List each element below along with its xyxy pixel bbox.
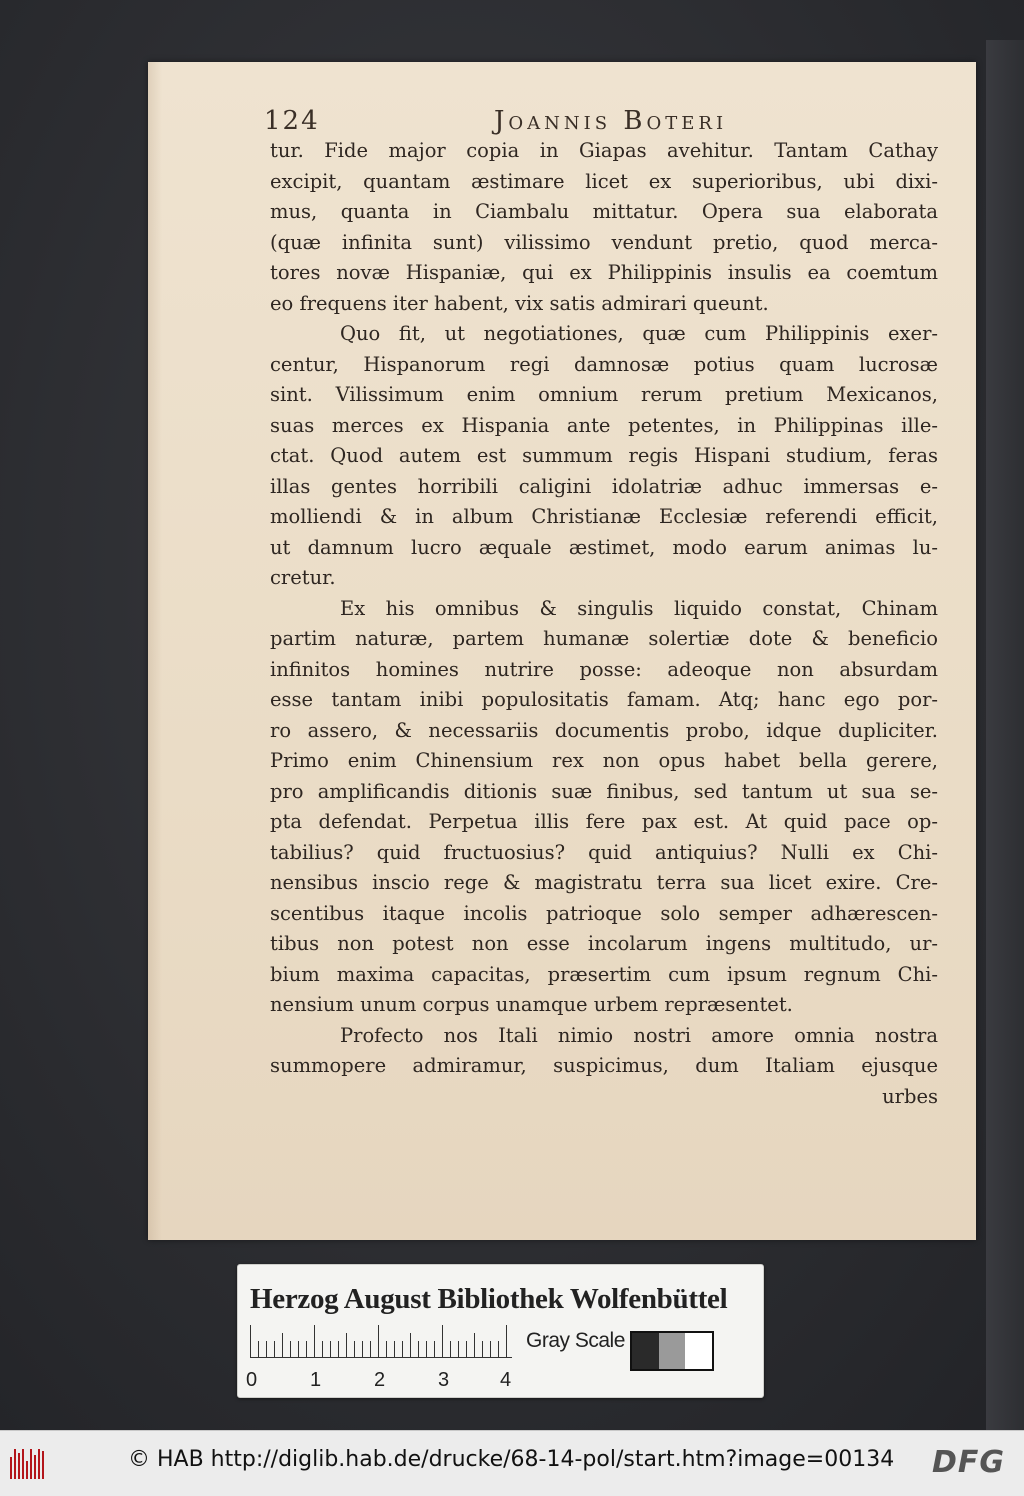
page-number: 124 [264, 106, 320, 136]
page-text-body [270, 136, 938, 1112]
gray-scale-label: Gray Scale [526, 1329, 625, 1352]
text-line: summopere admiramur, suspicimus, dum Italiam ejusque [270, 1054, 938, 1077]
text-line: scentibus itaque incolis patrioque solo semper adhærescen- [270, 901, 938, 925]
ruler-tick [474, 1333, 475, 1357]
ruler-baseline [250, 1357, 512, 1358]
ruler-tick [442, 1325, 443, 1357]
page-gutter-shadow [148, 62, 162, 1240]
copyright-url[interactable]: © HAB http://diglib.hab.de/drucke/68-14-pol/start.htm?image=00134 [128, 1447, 895, 1472]
logo-bar [14, 1449, 16, 1479]
ruler-number-2: 2 [374, 1369, 386, 1391]
ruler-tick [258, 1341, 259, 1357]
catchword: urbes [882, 1084, 938, 1108]
ruler-tick [506, 1325, 507, 1357]
text-line: excipit, quantam æstimare licet ex superioribus, ubi dixi- [270, 169, 938, 193]
library-color-label [237, 1264, 764, 1398]
ruler-tick [330, 1341, 331, 1357]
text-line: nensium unum corpus unamque urbem repræsentet. [270, 993, 793, 1016]
ruler-tick [338, 1341, 339, 1357]
text-line: tur. Fide major copia in Giapas avehitur. Tantam Cathay [270, 139, 938, 162]
text-line: Quo fit, ut negotiationes, quæ cum Philippinis exer- [340, 322, 938, 345]
viewer-footer [0, 1430, 1024, 1496]
text-line: nensibus inscio rege & magistratu terra sua licet exire. Cre- [270, 871, 938, 894]
text-line: ut damnum lucro æquale æstimet, modo earum animas lu- [270, 535, 938, 559]
text-line: (quæ infinita sunt) vilissimo vendunt pretio, quod merca- [270, 230, 938, 254]
ruler-tick [322, 1341, 323, 1357]
text-line: suas merces ex Hispania ante petentes, in Philippinas ille- [270, 413, 938, 437]
text-line: tores novæ Hispaniæ, qui ex Philippinis insulis ea coemtum [270, 261, 938, 284]
ruler-tick [306, 1341, 307, 1357]
text-line: pta defendat. Perpetua illis fere pax est. At quid pace op- [270, 810, 938, 833]
logo-bar [34, 1455, 36, 1479]
scan-board-edge [986, 40, 1024, 1430]
ruler-tick [314, 1325, 315, 1357]
ruler-tick [378, 1325, 379, 1357]
ruler-tick [250, 1325, 251, 1357]
ruler-tick [498, 1341, 499, 1357]
ruler-tick [362, 1341, 363, 1357]
ruler-tick [410, 1333, 411, 1357]
text-line: molliendi & in album Christianæ Ecclesiæ referendi efficit, [270, 505, 938, 528]
ruler-number-3: 3 [438, 1369, 450, 1391]
text-line: centur, Hispanorum regi damnosæ potius quam lucrosæ [270, 352, 938, 376]
ruler-tick [298, 1341, 299, 1357]
logo-bar [18, 1453, 20, 1479]
text-line: mus, quanta in Ciambalu mittatur. Opera sua elaborata [270, 200, 938, 223]
text-line: bium maxima capacitas, præsertim cum ipsum regnum Chi- [270, 962, 938, 986]
ruler-tick [266, 1341, 267, 1357]
measurement-ruler [250, 1325, 512, 1365]
ruler-tick [450, 1341, 451, 1357]
text-line: esse tantam inibi populositatis famam. Atq; hanc ego por- [270, 688, 938, 711]
ruler-tick [466, 1341, 467, 1357]
logo-bar [10, 1457, 12, 1479]
text-line: infinitos homines nutrire posse: adeoque non absurdam [270, 657, 938, 681]
text-line: pro amplificandis ditionis suæ finibus, sed tantum ut sua se- [270, 779, 938, 803]
logo-bar [26, 1461, 28, 1479]
logo-bar [30, 1449, 32, 1479]
text-line: tibus non potest non esse incolarum ingens multitudo, ur- [270, 932, 938, 955]
ruler-tick [290, 1341, 291, 1357]
ruler-tick [274, 1341, 275, 1357]
ruler-tick [426, 1341, 427, 1357]
text-line: partim naturæ, partem humanæ solertiæ dote & beneficio [270, 627, 938, 650]
ruler-tick [282, 1333, 283, 1357]
ruler-tick [386, 1341, 387, 1357]
ruler-tick [346, 1333, 347, 1357]
hab-barcode-logo-icon [10, 1449, 46, 1479]
ruler-tick [482, 1341, 483, 1357]
ruler-tick [434, 1341, 435, 1357]
text-line: Profecto nos Itali nimio nostri amore omnia nostra [340, 1023, 938, 1047]
text-line: Primo enim Chinensium rex non opus habet bella gerere, [270, 749, 938, 772]
text-line: sint. Vilissimum enim omnium rerum pretium Mexicanos, [270, 383, 938, 406]
logo-bar [42, 1451, 44, 1479]
text-line: ro assero, & necessariis documentis probo, idque dupliciter. [270, 718, 938, 742]
library-name: Herzog August Bibliothek Wolfenbüttel [250, 1283, 728, 1315]
ruler-tick [418, 1341, 419, 1357]
ruler-tick [402, 1341, 403, 1357]
ruler-tick [490, 1341, 491, 1357]
gray-swatch [685, 1333, 712, 1369]
text-line: illas gentes horribili caligini idolatriæ adhuc immersas e- [270, 474, 938, 498]
logo-bar [22, 1449, 24, 1479]
ruler-tick [370, 1341, 371, 1357]
text-line: eo frequens iter habent, vix satis admirari queunt. [270, 291, 769, 315]
gray-swatch [632, 1333, 659, 1369]
text-line: Ex his omnibus & singulis liquido constat, Chinam [340, 596, 938, 620]
text-line: tabilius? quid fructuosius? quid antiquius? Nulli ex Chi- [270, 840, 938, 864]
ruler-tick [458, 1341, 459, 1357]
running-head: Joannis Boteri [494, 106, 728, 136]
ruler-tick [394, 1341, 395, 1357]
logo-bar [38, 1449, 40, 1479]
gray-swatch [659, 1333, 686, 1369]
text-line: ctat. Quod autem est summum regis Hispani studium, feras [270, 444, 938, 467]
text-line: cretur. [270, 566, 336, 589]
ruler-number-4: 4 [500, 1369, 512, 1391]
dfg-logo: DFG [932, 1445, 1006, 1480]
gray-scale-swatches [630, 1331, 714, 1371]
ruler-number-0: 0 [246, 1369, 258, 1391]
ruler-number-1: 1 [310, 1369, 322, 1391]
ruler-tick [354, 1341, 355, 1357]
